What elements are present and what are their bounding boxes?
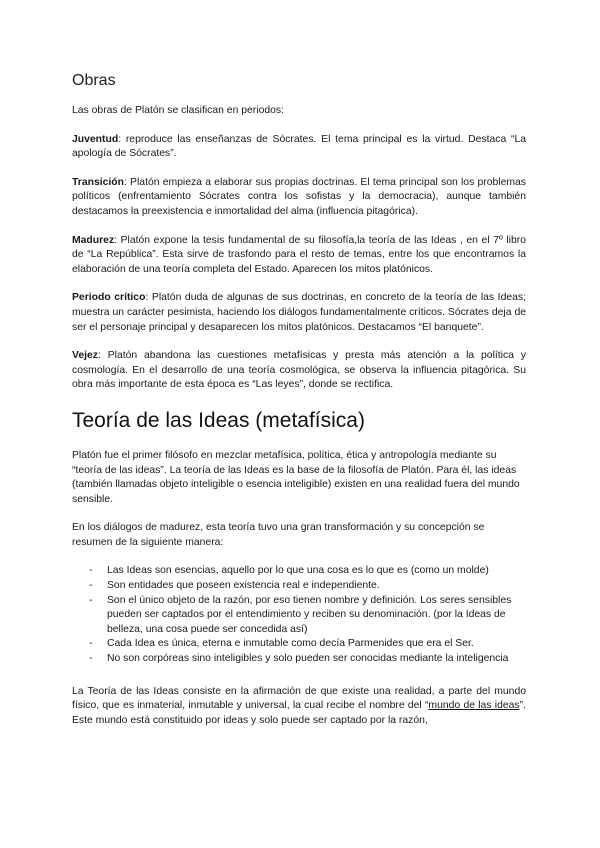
paragraph-text: ”. Este mundo está constituido por ideas y solo puede ser captado por la razón, bbox=[72, 700, 526, 726]
heading-obras: Obras bbox=[72, 72, 116, 89]
list-item-text: Cada Idea es única, eterna e inmutable como decía Parmenides que era el Ser. bbox=[107, 638, 474, 650]
list-item bbox=[72, 652, 526, 667]
bullet-dash: - bbox=[89, 594, 93, 606]
list-item bbox=[72, 637, 526, 652]
period-term: Juventud bbox=[72, 133, 119, 145]
period-text: : Platón abandona las cuestiones metafísicas y presta más atención a la política y cosmología. En el desarrollo de una teoría cosmológica, se observa la influencia pitagórica. Su obra más importante de esta época es “Las leyes”, donde se rectifica. bbox=[72, 350, 526, 391]
period-madurez bbox=[72, 234, 526, 278]
list-item-text: Son el único objeto de la razón, por eso tienen nombre y definición. Los seres sensibles pueden ser captados por el entendimiento y reciben su denominación. (por la Ideas de belleza, una cosa puede ser concedida así) bbox=[107, 594, 512, 635]
list-item-text: Son entidades que poseen existencia real e independiente. bbox=[107, 580, 380, 592]
document-page bbox=[72, 70, 526, 728]
teoria-paragraph-2: En los diálogos de madurez, esta teoría tuvo una gran transformación y su concepción se resumen de la siguiente manera: bbox=[72, 522, 485, 548]
period-term: Transición bbox=[72, 176, 124, 188]
period-critico bbox=[72, 291, 526, 335]
teoria-paragraph-1: Platón fue el primer filósofo en mezclar metafísica, política, ética y antropología mediante su “teoría de las ideas”. La teoría de las Ideas es la base de la filosofía de Platón. Para él, las ideas (también llamadas objeto inteligible o esencia inteligible) existen en una realidad fuera del mundo sensible. bbox=[72, 449, 520, 505]
heading-teoria-ideas: Teoría de las Ideas (metafísica) bbox=[72, 408, 365, 432]
list-item bbox=[72, 564, 526, 579]
period-term: Periodo crítico bbox=[72, 292, 146, 304]
bullet-dash: - bbox=[89, 653, 93, 665]
list-item-text: Las Ideas son esencias, aquello por lo que una cosa es lo que es (como un molde) bbox=[107, 565, 489, 577]
teoria-paragraph-3 bbox=[72, 685, 526, 729]
period-transicion bbox=[72, 176, 526, 220]
period-juventud bbox=[72, 133, 526, 162]
paragraph-text: La Teoría de las Ideas consiste en la afirmación de que existe una realidad, a parte del mundo físico, que es inmaterial, inmutable y universal, la cual recibe el nombre del “ bbox=[72, 685, 526, 712]
ideas-list bbox=[72, 564, 526, 666]
list-item bbox=[72, 594, 526, 638]
list-item-text: No son corpóreas sino inteligibles y solo pueden ser conocidas mediante la inteligencia bbox=[107, 653, 509, 665]
list-item bbox=[72, 579, 526, 594]
bullet-dash: - bbox=[89, 580, 93, 592]
bullet-dash: - bbox=[89, 638, 93, 650]
period-term: Vejez bbox=[72, 350, 98, 362]
period-vejez bbox=[72, 349, 526, 393]
period-text: : Platón duda de algunas de sus doctrinas, en concreto de la teoría de las Ideas; muestra un carácter pesimista, haciendo los diálogos fundamentalmente críticos. Sócrates deja de ser el personaje principal y desaparecen los mitos platónicos. Destacamos “El banquete”. bbox=[72, 292, 526, 333]
period-text: : Platón empieza a elaborar sus propias doctrinas. El tema principal son los problemas políticos (enfrentamiento Sócrates contra los sofistas y la democracia), aunque también destacamos la preexistencia e inmortalidad del alma (influencia pitagórica). bbox=[72, 176, 526, 217]
bullet-dash: - bbox=[89, 565, 93, 577]
mundo-de-las-ideas-term: mundo de las ideas bbox=[428, 700, 520, 712]
period-text: : reproduce las enseñanzas de Sócrates. El tema principal es la virtud. Destaca “La apología de Sócrates”. bbox=[72, 133, 526, 160]
obras-intro: Las obras de Platón se clasifican en periodos: bbox=[72, 105, 284, 116]
period-term: Madurez bbox=[72, 234, 115, 246]
period-text: : Platón expone la tesis fundamental de su filosofía,la teoría de las Ideas , en el 7º libro de “La República”. Esta sirve de trasfondo para el resto de temas, entre los que encontramos la elaboración de una teoría completa del Estado. Aparecen los mitos platónicos. bbox=[72, 234, 526, 275]
